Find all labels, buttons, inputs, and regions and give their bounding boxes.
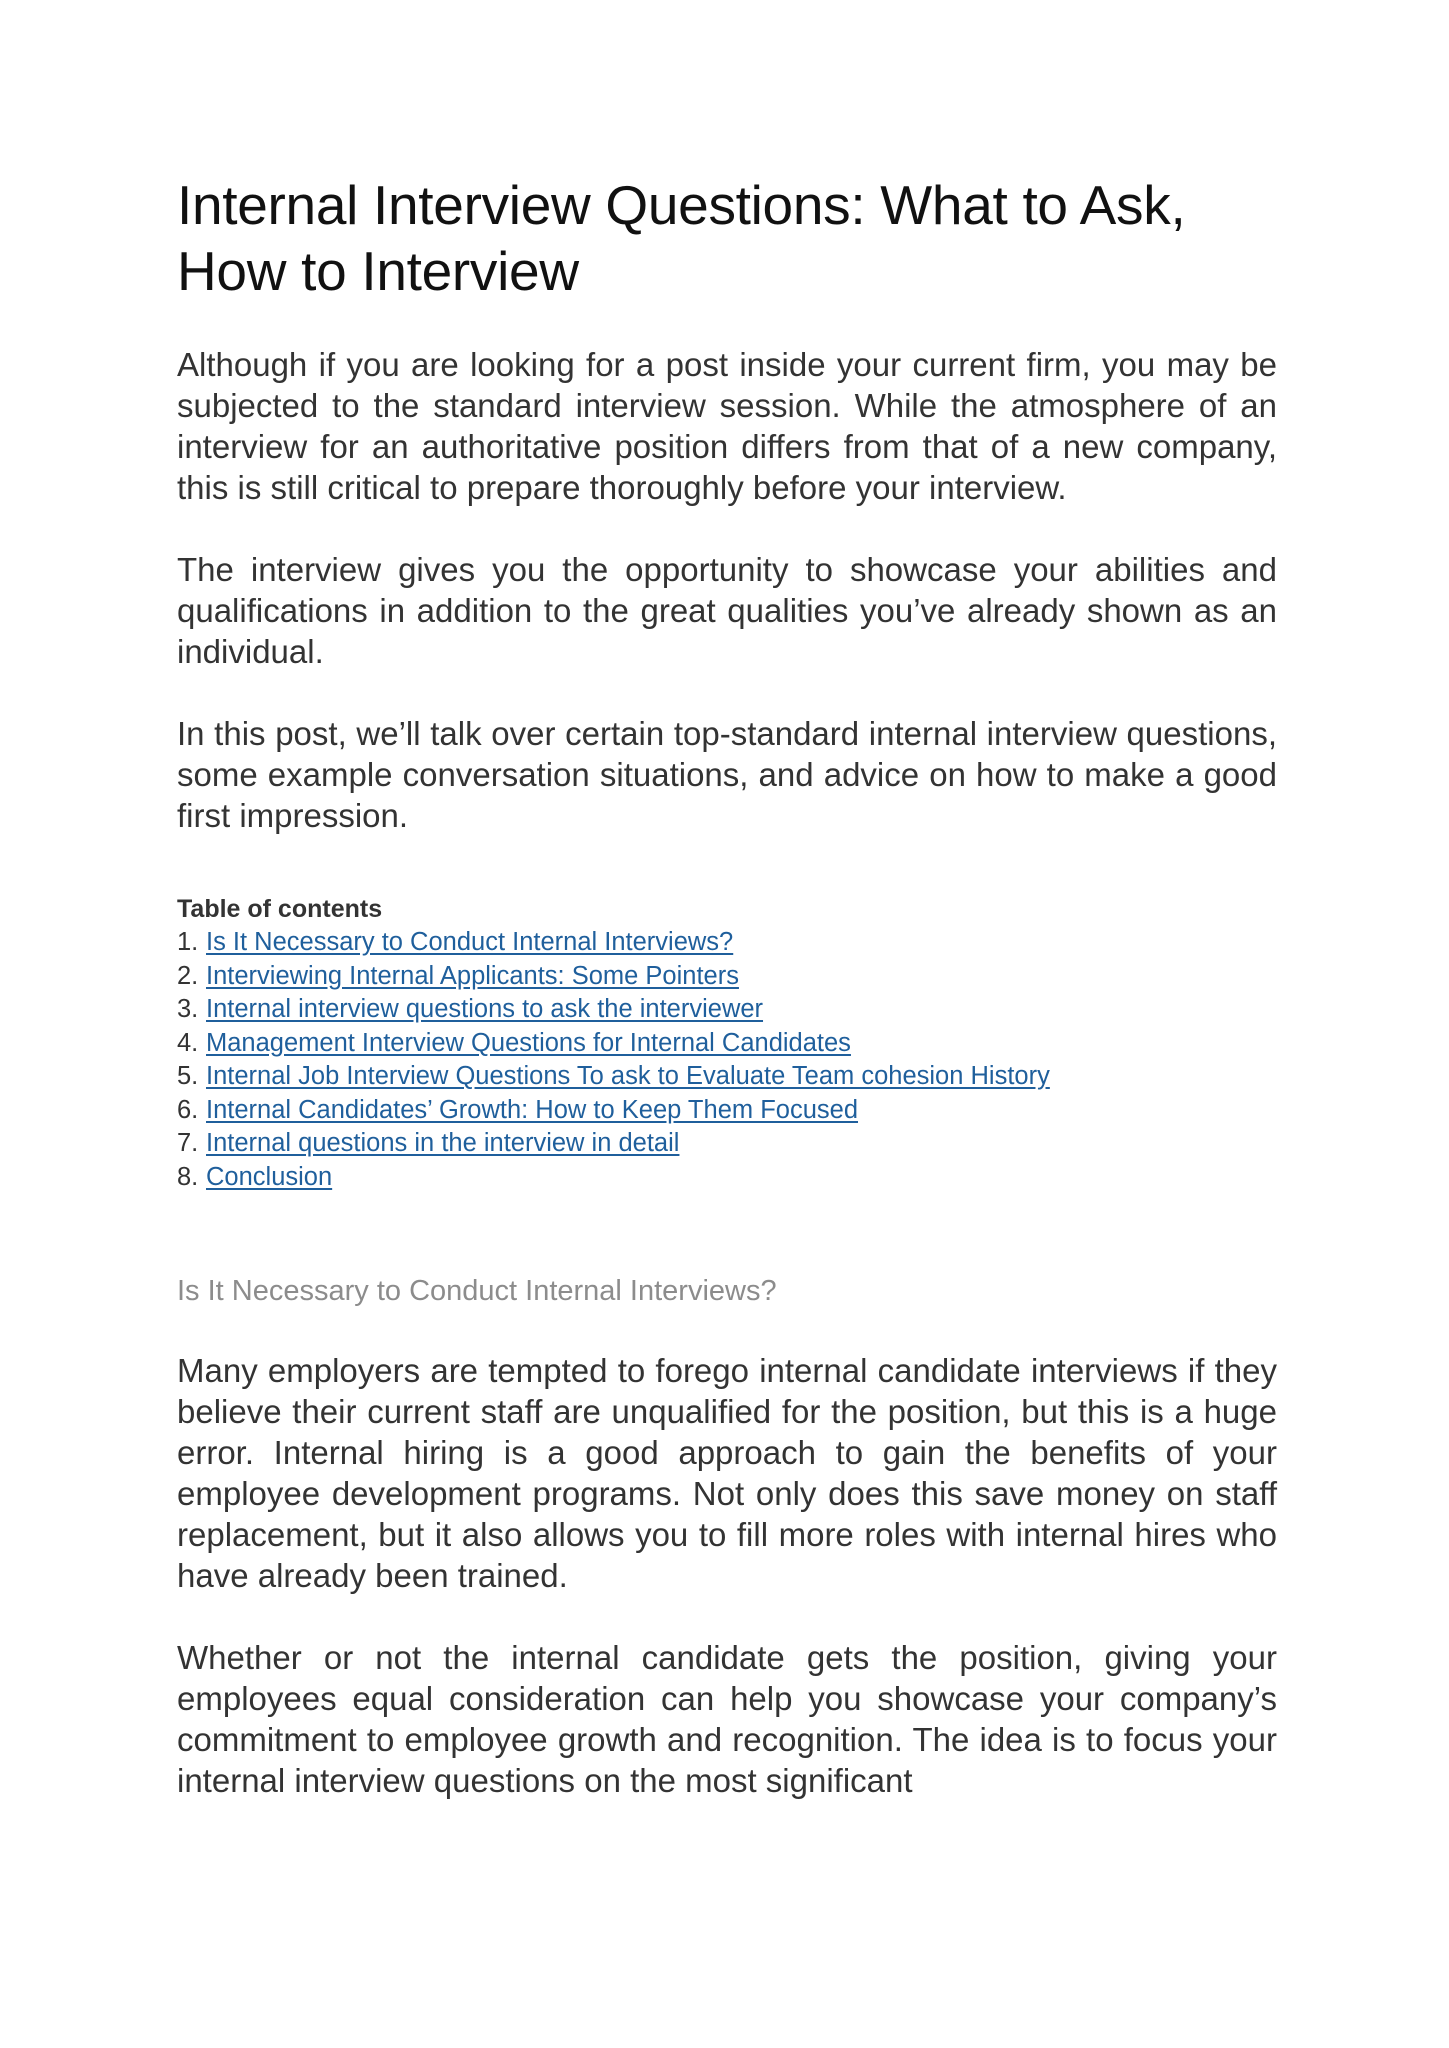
toc-link-internal-interviews-necessary[interactable]: Is It Necessary to Conduct Internal Interviews? — [206, 928, 734, 956]
toc-link-questions-to-ask-interviewer[interactable]: Internal interview questions to ask the interviewer — [206, 995, 764, 1023]
toc-item-number: 4. — [177, 1028, 199, 1057]
toc-item — [177, 926, 1277, 960]
toc-item-number: 5. — [177, 1062, 199, 1090]
toc-list — [177, 926, 1277, 1194]
toc-link-management-interview-questions[interactable]: Management Interview Questions for Internal Candidates — [206, 1028, 851, 1057]
section-heading: Is It Necessary to Conduct Internal Interviews? — [177, 1275, 777, 1307]
toc-link-questions-in-detail[interactable]: Internal questions in the interview in detail — [206, 1129, 680, 1157]
toc-item-number: 1. — [177, 928, 199, 956]
toc-link-interviewing-internal-applicants[interactable]: Interviewing Internal Applicants: Some Pointers — [206, 961, 739, 990]
intro-paragraph: The interview gives you the opportunity to showcase your abilities and qualifications in addition to the great qualities you’ve already shown as an individual. — [177, 551, 1277, 670]
intro-paragraph: In this post, we’ll talk over certain top-standard internal interview questions, some example conversation situations, and advice on how to make a good first impression. — [177, 715, 1277, 834]
toc-item-number: 8. — [177, 1162, 199, 1191]
table-of-contents — [177, 893, 1277, 1194]
toc-item — [177, 1060, 1277, 1094]
toc-item-number: 7. — [177, 1129, 199, 1157]
toc-item — [177, 1027, 1277, 1061]
section-paragraph: Whether or not the internal candidate gets the position, giving your employees equal consideration can help you showcase your company’s commitment to employee growth and recognition. The idea is to focus your internal interview questions on the most significant — [177, 1639, 1277, 1799]
toc-item — [177, 1094, 1277, 1128]
toc-item — [177, 960, 1277, 994]
document-page — [177, 172, 1277, 1801]
toc-heading: Table of contents — [177, 895, 383, 923]
toc-item-number: 3. — [177, 995, 199, 1023]
page-title: Internal Interview Questions: What to Ask, How to Interview — [177, 174, 1186, 302]
toc-item — [177, 1161, 1277, 1195]
toc-item-number: 6. — [177, 1095, 199, 1124]
intro-paragraph: Although if you are looking for a post inside your current firm, you may be subjected to the standard interview session. While the atmosphere of an interview for an authoritative position differs from that of a new company, this is still critical to prepare thoroughly before your interview. — [177, 346, 1277, 506]
toc-link-candidates-growth[interactable]: Internal Candidates’ Growth: How to Keep Them Focused — [206, 1095, 859, 1124]
toc-link-conclusion[interactable]: Conclusion — [206, 1162, 333, 1191]
section-paragraph: Many employers are tempted to forego internal candidate interviews if they believe their current staff are unqualified for the position, but this is a huge error. Internal hiring is a good approach to gain the benefits of your employee development programs. Not only does this save money on staff replacement, but it also allows you to fill more roles with internal hires who have already been trained. — [177, 1352, 1277, 1594]
toc-item — [177, 993, 1277, 1027]
toc-item-number: 2. — [177, 961, 199, 990]
toc-item — [177, 1127, 1277, 1161]
toc-link-team-cohesion-history[interactable]: Internal Job Interview Questions To ask to Evaluate Team cohesion History — [206, 1062, 1050, 1090]
